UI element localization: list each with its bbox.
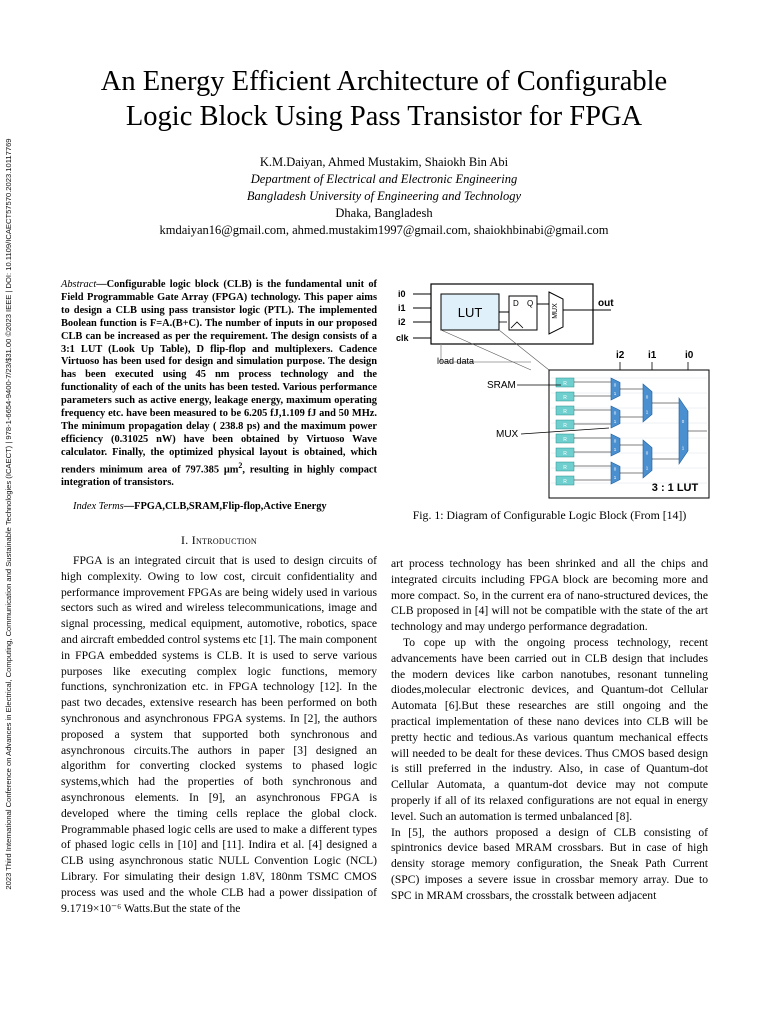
paragraph: art process technology has been shrinked and all the chips and integrated circuits including FPGA block are becoming more and more compact. So, in the current era of nano-structured devices, the CLB proposed in [4] will not be compatible with the state of the art technology and may undergo performance degradation. bbox=[391, 557, 708, 634]
mux-digit: 1 bbox=[613, 475, 617, 481]
paper-title bbox=[40, 64, 728, 134]
select-label-i1: i1 bbox=[648, 350, 657, 361]
sram-cell-label: R bbox=[563, 409, 567, 415]
paragraph: In [5], the authors proposed a design of CLB consisting of spintronics device based MRAM crossbars. But in case of high density storage memory configuration, the Sneak Path Current (SPC) imposes a severe issue in crossbar memory array. Due to SPC in MRAM crossbars, the crosstalk between adjacent bbox=[391, 825, 708, 902]
lut-label: LUT bbox=[457, 305, 483, 320]
input-i0: i0 bbox=[398, 289, 406, 299]
lut-detail bbox=[549, 362, 709, 498]
input-i1: i1 bbox=[398, 303, 406, 313]
author-block bbox=[40, 154, 728, 239]
abstract bbox=[61, 279, 377, 490]
intro-right-column bbox=[391, 556, 708, 904]
input-clk: clk bbox=[396, 333, 409, 343]
clb-diagram bbox=[391, 282, 711, 500]
sram-cell-label: R bbox=[563, 451, 567, 457]
clb-figure bbox=[391, 282, 711, 500]
mux-digit: 0 bbox=[613, 382, 617, 388]
figure-caption: Fig. 1: Diagram of Configurable Logic Block (From [14]) bbox=[412, 508, 687, 522]
mux-digit: 1 bbox=[645, 465, 649, 471]
index-terms-body: —FPGA,CLB,SRAM,Flip-flop,Active Energy bbox=[123, 501, 327, 512]
location: Dhaka, Bangladesh bbox=[335, 206, 433, 220]
emails: kmdaiyan16@gmail.com, ahmed.mustakim1997@gmail.com, shaiokhbinabi@gmail.com bbox=[159, 223, 609, 237]
mux-digit: 1 bbox=[645, 409, 649, 415]
sram-cell-label: R bbox=[563, 479, 567, 485]
sram-cell-label: R bbox=[563, 437, 567, 443]
intro-left-column bbox=[61, 553, 377, 916]
mux-digit: 0 bbox=[613, 438, 617, 444]
title-line-1: An Energy Efficient Architecture of Configurable bbox=[100, 66, 668, 97]
mux-digit: 0 bbox=[681, 419, 685, 425]
mux-side-label: MUX bbox=[496, 429, 519, 440]
mux-digit: 1 bbox=[681, 445, 685, 451]
mux-digit: 1 bbox=[613, 391, 617, 397]
abstract-body-end: , resulting in highly compact integration of transistors. bbox=[61, 464, 378, 489]
index-terms bbox=[61, 500, 377, 513]
abstract-sup: 2 bbox=[238, 460, 243, 470]
paragraph: FPGA is an integrated circuit that is used to design circuits of high complexity. Owing to low cost, circuit confidentiality and performance improvement FPGAs are being widely used in various sectors such as wired and wireless telecommunications, image and signal processing, medical equipment, automotive, robotics, space and aircraft embedded control systems etc [1]. The main component in FPGA embedded systems is CLB. It is used to serve various purposes like executing complex logic functions, memory functions, synchronization etc. in FPGA technology [12]. In the past two decades, extensive research has been performed on both synchronous and asynchronous FPGA systems. In [2], the authors proposed a system that supported both synchronous and asynchronous circuits.The authors in paper [3] designed an algorithm for converting clocked systems to phased logic systems,which had the properties of both synchronous and asynchronous elements. In [9], an asynchronous FPGA is developed where the timing cells replace the global clock. Programmable phased logic cells are used to make a different types of phased logic cells in [10] and [11]. Indira et al. [4] designed a CLB using asynchronous static NULL Convention Logic (NCL) Library. For simulating their design 1.8V, 180nm TSMC CMOS process was used and the whole CLB had a power dissipation of 9.1719×10⁻⁶ Watts.But the state of the bbox=[61, 554, 377, 915]
mux-digit: 0 bbox=[613, 466, 617, 472]
sram-cell-label: R bbox=[563, 423, 567, 429]
mux-digit: 0 bbox=[613, 410, 617, 416]
select-label-i2: i2 bbox=[616, 350, 625, 361]
mux-digit: 0 bbox=[645, 394, 649, 400]
author-names: K.M.Daiyan, Ahmed Mustakim, Shaiokh Bin Abi bbox=[259, 155, 509, 169]
dff-q: Q bbox=[527, 299, 534, 308]
load-data-label: load data bbox=[437, 356, 475, 366]
sram-label: SRAM bbox=[487, 380, 516, 391]
section-heading: I. Introduction bbox=[180, 533, 258, 547]
dff-d: D bbox=[513, 299, 519, 308]
index-terms-lead: Index Terms bbox=[73, 501, 124, 512]
output-mux-label: MUX bbox=[552, 303, 559, 319]
lut-size-label: 3 : 1 LUT bbox=[651, 482, 699, 494]
paragraph: To cope up with the ongoing process technology, recent advancements have been carried out in CLB design that includes the modern devices like carbon nanotubes, resonant tunneling diodes,molecular electronic devices, and Quantum-dot Cellular Automata [6].But these researches are still ongoing and the practical implementation of these nano devices into CLB will be pretty hectic and tedious.As various quantum mechanical effects will needed to be dealt for these devices. Thus CMOS based design is still preferred in the industry. Also, in case of Quantum-dot Cellular Automata, a quantum-dot device may not compute properly if all of its relaxed configurations are not equal in energy level. Such an automation is termed unbalanced [8]. bbox=[391, 635, 708, 823]
abstract-body: —Configurable logic block (CLB) is the fundamental unit of Field Programmable Gate Array (FPGA) technology. This paper aims to design a CLB using pass transistor logic (PTL). The implemented Boolean function is F=A.(B+C). The number of inputs in our proposed CLB can be increased as per the requirement. The design consists of a 3:1 LUT (Look Up Table), D flip-flop and multiplexers. Cadence Virtuoso has been used for design and simulation purpose. The design has been executed using 45 nm process technology and the functionality of each of the units has been tested. Various performance parameters such as active energy, leakage energy, maximum operating frequency etc. have been measured to be 6.205 fJ,1.109 fJ and 50 MHz. The minimum propagation delay ( 238.8 ps) and the maximum power efficiency (0.31025 nW) have been obtained by Virtuoso Wave calculator. Finally, the optimized physical layout is obtained, which renders minimum area of 797.385 bbox=[61, 279, 377, 476]
university: Bangladesh University of Engineering and Technology bbox=[246, 189, 522, 203]
doi-sidebar: 2023 Third International Conference on Advances in Electrical, Computing, Communication and Sustainable Technologies (ICAECT) | 978-1-6654-9400-7/23/$31.00 ©2023 IEEE | DOI: 10.1109/ICAECT57570.2023.10117769 bbox=[4, 138, 13, 890]
abstract-unit: μm bbox=[223, 464, 239, 476]
out-label: out bbox=[598, 298, 614, 309]
sram-cell-label: R bbox=[563, 381, 567, 387]
title-line-2: Logic Block Using Pass Transistor for FPGA bbox=[125, 101, 643, 132]
input-i2: i2 bbox=[398, 317, 406, 327]
abstract-lead: Abstract bbox=[61, 279, 97, 290]
select-label-i0: i0 bbox=[685, 350, 694, 361]
mux-digit: 1 bbox=[613, 447, 617, 453]
mux-digit: 1 bbox=[613, 419, 617, 425]
department: Department of Electrical and Electronic Engineering bbox=[250, 172, 518, 186]
sram-cell-label: R bbox=[563, 465, 567, 471]
mux-digit: 0 bbox=[645, 450, 649, 456]
sram-cell-label: R bbox=[563, 395, 567, 401]
